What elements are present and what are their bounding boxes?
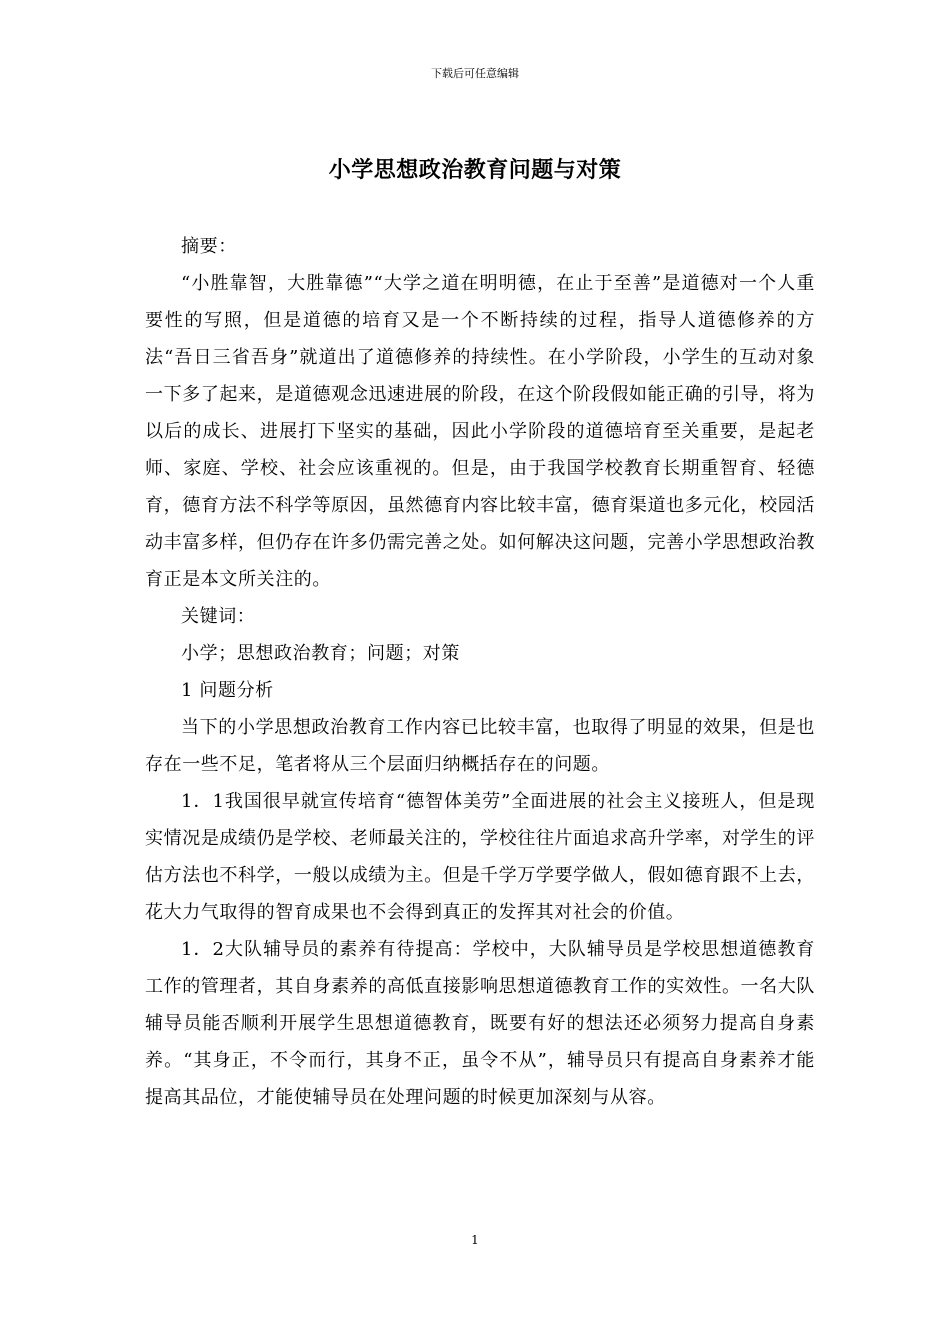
point-1-1-paragraph: 1．1我国很早就宣传培育“德智体美劳”全面进展的社会主义接班人，但是现实情况是成绩仍是学校、老师最关注的，学校往往片面追求高升学率，对学生的评估方法也不科学，一般以成绩为主。但是千学万学要学做人，假如德育跟不上去，花大力气取得的智育成果也不会得到真正的发挥其对社会的价值。 bbox=[145, 791, 815, 923]
keywords-value: 小学；思想政治教育；问题；对策 bbox=[181, 643, 460, 664]
document-body bbox=[145, 228, 815, 1116]
point-1-2-paragraph: 1．2大队辅导员的素养有待提高：学校中，大队辅导员是学校思想道德教育工作的管理者，其自身素养的高低直接影响思想道德教育工作的实效性。一名大队辅导员能否顺利开展学生思想道德教育，既要有好的想法还必须努力提高自身素养。“其身正，不令而行，其身不正，虽令不从”，辅导员只有提高自身素养才能提高其品位，才能使辅导员在处理问题的时候更加深刻与从容。 bbox=[145, 939, 815, 1108]
abstract-paragraph: “小胜靠智，大胜靠德”“大学之道在明明德，在止于至善”是道德对一个人重要性的写照，但是道德的培育又是一个不断持续的过程，指导人道德修养的方法“吾日三省吾身”就道出了道德修养的持续性。在小学阶段，小学生的互动对象一下多了起来，是道德观念迅速进展的阶段，在这个阶段假如能正确的引导，将为以后的成长、进展打下坚实的基础，因此小学阶段的道德培育至关重要，是起老师、家庭、学校、社会应该重视的。但是，由于我国学校教育长期重智育、轻德育，德育方法不科学等原因，虽然德育内容比较丰富，德育渠道也多元化，校园活动丰富多样，但仍存在许多仍需完善之处。如何解决这问题，完善小学思想政治教育正是本文所关注的。 bbox=[145, 273, 815, 590]
abstract-label: 摘要： bbox=[181, 236, 237, 257]
section-intro-paragraph: 当下的小学思想政治教育工作内容已比较丰富，也取得了明显的效果，但是也存在一些不足，笔者将从三个层面归纳概括存在的问题。 bbox=[145, 717, 815, 775]
document-title: 小学思想政治教育问题与对策 bbox=[328, 157, 622, 183]
section-heading: 1 问题分析 bbox=[181, 680, 274, 701]
page-number: 1 bbox=[471, 1233, 479, 1247]
page-header: 下载后可任意编辑 bbox=[431, 67, 519, 80]
keywords-label: 关键词： bbox=[181, 606, 256, 627]
